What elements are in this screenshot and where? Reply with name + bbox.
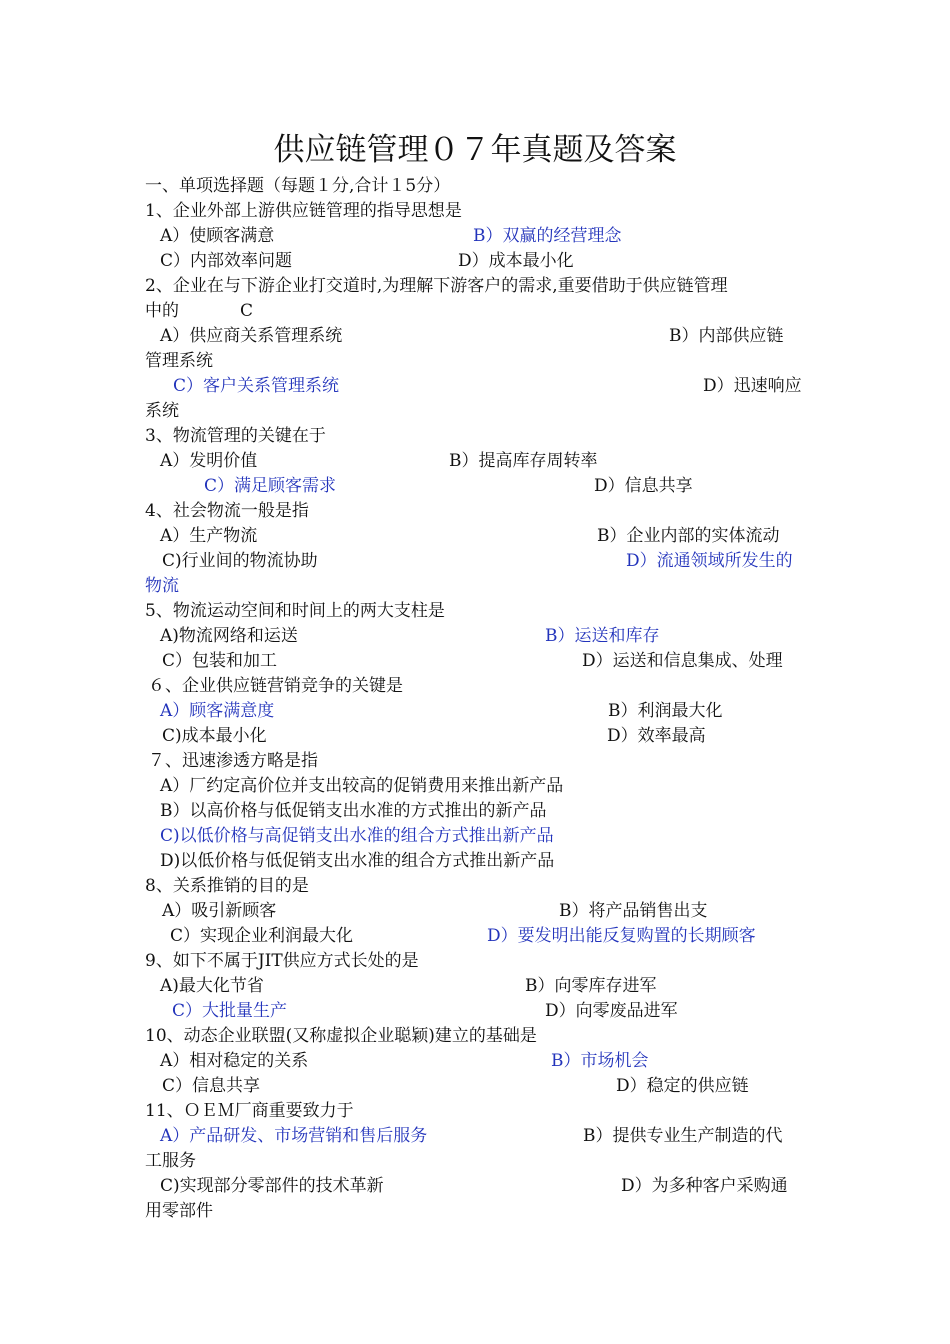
- option-d-continued: 物流: [145, 576, 179, 596]
- option-a-answer: A）顾客满意度: [160, 701, 275, 721]
- option-c: C）包装和加工: [162, 651, 278, 671]
- option-c-answer: C）满足顾客需求: [204, 476, 337, 496]
- question-stem: ７、迅速渗透方略是指: [148, 751, 318, 771]
- section-heading: 一、单项选择题（每题１分,合计１5分）: [145, 176, 451, 196]
- question-stem: 5、物流运动空间和时间上的两大支柱是: [145, 601, 445, 621]
- option-d: D）信息共享: [594, 476, 693, 496]
- option-c: C）实现企业利润最大化: [170, 926, 354, 946]
- option-a: A）吸引新顾客: [162, 901, 277, 921]
- question-stem: 8、关系推销的目的是: [145, 876, 309, 896]
- option-d-continued: 用零部件: [145, 1201, 213, 1221]
- option-a: A)物流网络和运送: [160, 626, 298, 646]
- question-stem: 11、ＯＥＭ厂商重要致力于: [145, 1101, 354, 1121]
- option-d: D)以低价格与低促销支出水准的组合方式推出新产品: [160, 851, 555, 871]
- question-stem: ６、企业供应链营销竞争的关键是: [148, 676, 403, 696]
- option-d-answer: D）要发明出能反复购置的长期顾客: [487, 926, 756, 946]
- page-title: 供应链管理０７年真题及答案: [273, 132, 677, 168]
- option-a: A）生产物流: [160, 526, 258, 546]
- option-a: A）使顾客满意: [160, 226, 275, 246]
- option-b: B）将产品销售出支: [559, 901, 708, 921]
- option-b-continued: 管理系统: [145, 351, 213, 371]
- option-b: B）企业内部的实体流动: [597, 526, 780, 546]
- option-c: C）信息共享: [162, 1076, 261, 1096]
- option-d-answer: D）流通领域所发生的: [626, 551, 793, 571]
- option-b: B）以高价格与低促销支出水准的方式推出的新产品: [160, 801, 547, 821]
- option-a-answer: A）产品研发、市场营销和售后服务: [160, 1126, 428, 1146]
- option-b: B）利润最大化: [608, 701, 723, 721]
- question-stem: 2、企业在与下游企业打交道时,为理解下游客户的需求,重要借助于供应链管理: [145, 276, 728, 296]
- option-d: D）向零废品进军: [545, 1001, 678, 1021]
- option-b: B）提高库存周转率: [449, 451, 598, 471]
- option-c-answer: C）客户关系管理系统: [173, 376, 340, 396]
- option-c: C）内部效率问题: [160, 251, 293, 271]
- option-b-answer: B）双赢的经营理念: [473, 226, 622, 246]
- option-c-answer: C)以低价格与高促销支出水准的组合方式推出新产品: [160, 826, 554, 846]
- option-d: D）效率最高: [607, 726, 706, 746]
- option-b-continued: 工服务: [145, 1151, 196, 1171]
- question-stem: 9、如下不属于JIT供应方式长处的是: [145, 951, 419, 971]
- option-d: D）运送和信息集成、处理: [582, 651, 783, 671]
- question-stem: 3、物流管理的关键在于: [145, 426, 326, 446]
- option-c: C)成本最小化: [162, 726, 267, 746]
- question-stem: 10、动态企业联盟(又称虚拟企业聪颖)建立的基础是: [145, 1026, 537, 1046]
- option-c: C)行业间的物流协助: [162, 551, 318, 571]
- option-a: A）发明价值: [160, 451, 258, 471]
- option-b: B）内部供应链: [669, 326, 784, 346]
- option-b: B）提供专业生产制造的代: [583, 1126, 783, 1146]
- option-c: C)实现部分零部件的技术革新: [160, 1176, 384, 1196]
- question-stem-continued: 中的: [145, 301, 179, 321]
- option-d: D）迅速响应: [703, 376, 802, 396]
- option-b-answer: B）运送和库存: [545, 626, 660, 646]
- question-stem: 1、企业外部上游供应链管理的指导思想是: [145, 201, 462, 221]
- option-a: A）厂约定高价位并支出较高的促销费用来推出新产品: [160, 776, 564, 796]
- option-d: D）为多种客户采购通: [621, 1176, 788, 1196]
- option-d: D）稳定的供应链: [616, 1076, 749, 1096]
- option-d: D）成本最小化: [458, 251, 574, 271]
- question-stem: 4、社会物流一般是指: [145, 501, 309, 521]
- option-b: B）向零库存进军: [525, 976, 657, 996]
- option-a: A）供应商关系管理系统: [160, 326, 343, 346]
- option-a: A）相对稳定的关系: [160, 1051, 309, 1071]
- option-c-answer: C）大批量生产: [172, 1001, 288, 1021]
- option-d-continued: 系统: [145, 401, 179, 421]
- option-a: A)最大化节省: [160, 976, 264, 996]
- option-b-answer: B）市场机会: [551, 1051, 649, 1071]
- answer-mark: C: [240, 301, 254, 321]
